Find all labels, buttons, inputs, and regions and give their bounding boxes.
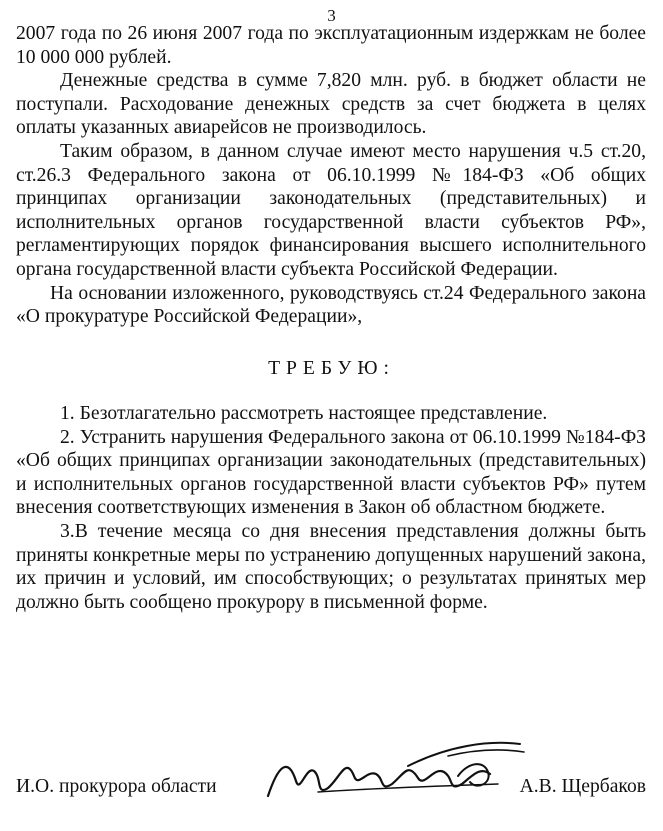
signer-name: А.В. Щербаков [519, 776, 646, 797]
signer-position: И.О. прокурора области [16, 776, 217, 797]
demand-heading: ТРЕБУЮ: [268, 358, 395, 379]
paragraph-continuation: 2007 года по 26 июня 2007 года по эксплуатационным издержкам не более 10 000 000 рублей. [16, 23, 646, 68]
paragraph-basis: На основании изложенного, руководствуясь ст.24 Федерального закона «О прокуратуре Российской Федерации», [16, 282, 646, 328]
handwritten-signature [258, 726, 528, 816]
body-text-top [16, 22, 646, 329]
paragraph-violations: Таким образом, в данном случае имеют место нарушения ч.5 ст.20, ст.26.3 Федерального закона от 06.10.1999 №184-ФЗ «Об общих принципах организации законодательных (представительных) и исполнительных органов государственной власти субъектов РФ», регламентирующих порядок финансирования высшего исполнительного органа государственной власти субъекта Российской Федерации. [16, 140, 646, 280]
demands-list [16, 402, 646, 614]
page-number: 3 [327, 6, 336, 25]
paragraph-funds: Денежные средства в сумме 7,820 млн. руб. в бюджет области не поступали. Расходование денежных средств за счет бюджета в целях оплаты указанных авиарейсов не производилось. [16, 70, 646, 139]
demand-item-3: 3.В течение месяца со дня внесения представления должны быть приняты конкретные меры по устранению допущенных нарушений закона, их причин и условий, им способствующих; о результатах принятых мер должно быть сообщено прокурору в письменной форме. [16, 520, 646, 613]
demand-item-1: 1. Безотлагательно рассмотреть настоящее представление. [60, 403, 548, 424]
demand-item-2: 2. Устранить нарушения Федерального закона от 06.10.1999 №184-ФЗ «Об общих принципах организации законодательных (представительных) и исполнительных органов государственной власти субъектов РФ» путем внесения соответствующих изменения в Закон об областном бюджете. [16, 426, 646, 519]
